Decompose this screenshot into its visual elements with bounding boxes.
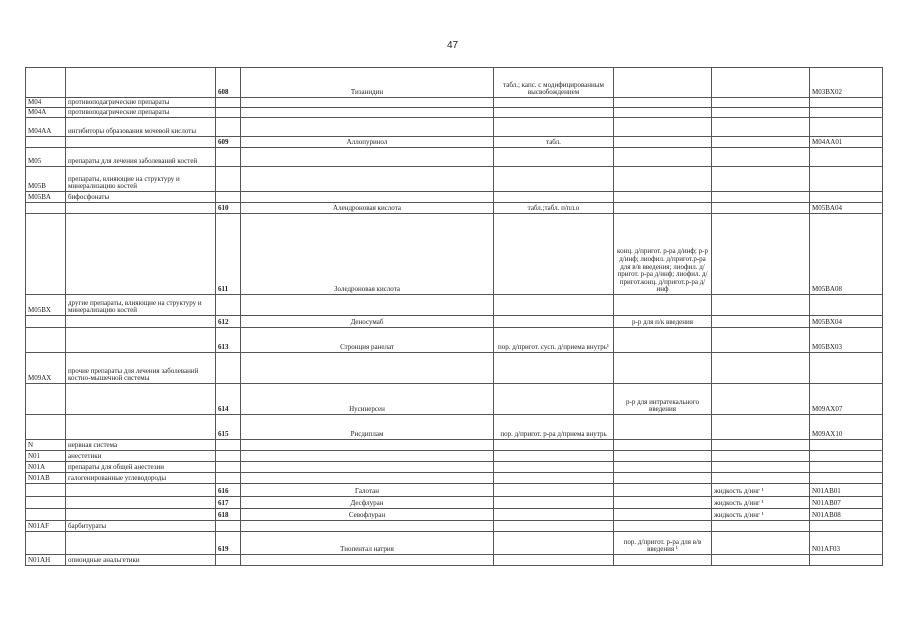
atc-code-cell [26, 415, 66, 440]
dosage-form-injection-cell [614, 68, 712, 98]
drug-name-cell [241, 451, 494, 462]
drug-name-cell [241, 473, 494, 484]
atc-drug-code-cell: N01AB01 [810, 484, 883, 497]
atc-drug-code-cell [810, 295, 883, 316]
atc-group-cell: противоподагрические препараты [66, 98, 216, 108]
table-row [26, 532, 883, 555]
atc-code-cell: M09AX [26, 353, 66, 384]
drug-name-cell: Золедроновая кислота [241, 214, 494, 295]
atc-drug-code-cell: N01AB07 [810, 497, 883, 509]
table-row [26, 509, 883, 521]
atc-drug-code-cell [810, 148, 883, 167]
dosage-form-injection-cell [614, 484, 712, 497]
dosage-form-other-cell [712, 328, 810, 353]
table-row [26, 316, 883, 328]
dosage-form-injection-cell [614, 509, 712, 521]
atc-group-cell: препараты, влияющие на структуру и минерализацию костей [66, 167, 216, 192]
item-number-cell [216, 167, 241, 192]
atc-group-cell: анестетики [66, 451, 216, 462]
drug-name-cell [241, 353, 494, 384]
dosage-form-injection-cell [614, 137, 712, 148]
drug-name-cell: Нусинерсен [241, 384, 494, 415]
dosage-form-injection-cell: р-р для п/к введения [614, 316, 712, 328]
atc-code-cell: N [26, 440, 66, 451]
atc-drug-code-cell [810, 473, 883, 484]
atc-group-cell [66, 137, 216, 148]
atc-code-cell [26, 328, 66, 353]
atc-group-cell [66, 509, 216, 521]
dosage-form-other-cell: жидкость д/инг ¹ [712, 484, 810, 497]
atc-code-cell: M05B [26, 167, 66, 192]
dosage-form-injection-cell [614, 497, 712, 509]
dosage-form-oral-cell [494, 214, 614, 295]
atc-group-cell [66, 68, 216, 98]
atc-group-cell: ингибиторы образования мочевой кислоты [66, 118, 216, 137]
dosage-form-oral-cell [494, 509, 614, 521]
dosage-form-injection-cell [614, 148, 712, 167]
dosage-form-injection-cell [614, 118, 712, 137]
table-row [26, 192, 883, 203]
dosage-form-other-cell: жидкость д/инг ¹ [712, 497, 810, 509]
dosage-form-other-cell [712, 295, 810, 316]
atc-drug-code-cell [810, 521, 883, 532]
dosage-form-oral-cell: табл.;табл. п/пл.о [494, 203, 614, 214]
dosage-form-oral-cell: пор. д/пригот. р-ра д/приема внутрь [494, 415, 614, 440]
atc-drug-code-cell [810, 353, 883, 384]
table-row [26, 555, 883, 566]
atc-group-cell [66, 384, 216, 415]
drug-name-cell [241, 555, 494, 566]
dosage-form-other-cell [712, 555, 810, 566]
atc-drug-code-cell [810, 440, 883, 451]
dosage-form-injection-cell [614, 473, 712, 484]
drug-name-cell: Алендроновая кислота [241, 203, 494, 214]
dosage-form-other-cell [712, 532, 810, 555]
dosage-form-oral-cell [494, 148, 614, 167]
item-number-cell [216, 521, 241, 532]
dosage-form-other-cell [712, 98, 810, 108]
dosage-form-other-cell [712, 451, 810, 462]
dosage-form-oral-cell [494, 521, 614, 532]
item-number-cell: 611 [216, 214, 241, 295]
atc-group-cell: противоподагрические препараты [66, 108, 216, 118]
atc-code-cell [26, 532, 66, 555]
drug-name-cell [241, 462, 494, 473]
item-number-cell: 617 [216, 497, 241, 509]
atc-drug-code-cell [810, 98, 883, 108]
item-number-cell: 615 [216, 415, 241, 440]
dosage-form-oral-cell [494, 451, 614, 462]
dosage-form-oral-cell [494, 108, 614, 118]
dosage-form-other-cell [712, 203, 810, 214]
table-row [26, 137, 883, 148]
atc-group-cell [66, 316, 216, 328]
drug-name-cell [241, 295, 494, 316]
dosage-form-injection-cell [614, 192, 712, 203]
dosage-form-other-cell [712, 108, 810, 118]
item-number-cell: 616 [216, 484, 241, 497]
item-number-cell [216, 118, 241, 137]
dosage-form-other-cell [712, 521, 810, 532]
item-number-cell [216, 295, 241, 316]
drug-name-cell: Рисдиплам [241, 415, 494, 440]
drug-name-cell: Десфлуран [241, 497, 494, 509]
dosage-form-oral-cell: пор. д/пригот. сусп. д/приема внутрь¹ [494, 328, 614, 353]
atc-code-cell [26, 137, 66, 148]
drug-name-cell [241, 440, 494, 451]
item-number-cell [216, 473, 241, 484]
dosage-form-other-cell [712, 118, 810, 137]
table-row [26, 451, 883, 462]
drug-name-cell: Севофлуран [241, 509, 494, 521]
dosage-form-oral-cell [494, 295, 614, 316]
atc-drug-code-cell: M09AX07 [810, 384, 883, 415]
table-row [26, 521, 883, 532]
item-number-cell [216, 98, 241, 108]
atc-drug-code-cell: N01AB08 [810, 509, 883, 521]
atc-code-cell: N01A [26, 462, 66, 473]
drug-table [25, 67, 883, 566]
dosage-form-injection-cell [614, 451, 712, 462]
atc-code-cell: M04A [26, 108, 66, 118]
drug-name-cell: Стронция ранелат [241, 328, 494, 353]
atc-code-cell: N01AF [26, 521, 66, 532]
atc-code-cell [26, 509, 66, 521]
atc-code-cell [26, 203, 66, 214]
dosage-form-injection-cell [614, 167, 712, 192]
dosage-form-oral-cell [494, 462, 614, 473]
dosage-form-other-cell [712, 415, 810, 440]
dosage-form-other-cell [712, 137, 810, 148]
drug-name-cell [241, 192, 494, 203]
atc-drug-code-cell [810, 451, 883, 462]
item-number-cell: 619 [216, 532, 241, 555]
table-row [26, 473, 883, 484]
table-row [26, 203, 883, 214]
atc-group-cell: препараты для общей анестезии [66, 462, 216, 473]
dosage-form-other-cell [712, 68, 810, 98]
dosage-form-injection-cell [614, 353, 712, 384]
dosage-form-oral-cell [494, 555, 614, 566]
dosage-form-injection-cell [614, 203, 712, 214]
dosage-form-injection-cell: пор. д/пригот. р-ра для в/в введения ¹ [614, 532, 712, 555]
item-number-cell [216, 555, 241, 566]
table-row [26, 68, 883, 98]
table-row [26, 484, 883, 497]
atc-group-cell: галогенированные углеводороды [66, 473, 216, 484]
drug-name-cell [241, 118, 494, 137]
dosage-form-injection-cell [614, 98, 712, 108]
atc-drug-code-cell: M05BA04 [810, 203, 883, 214]
dosage-form-other-cell [712, 462, 810, 473]
dosage-form-oral-cell [494, 316, 614, 328]
atc-code-cell: M05BX [26, 295, 66, 316]
atc-code-cell [26, 497, 66, 509]
atc-group-cell [66, 415, 216, 440]
table-row [26, 148, 883, 167]
dosage-form-oral-cell [494, 118, 614, 137]
item-number-cell [216, 462, 241, 473]
atc-group-cell: опиоидные анальгетики [66, 555, 216, 566]
atc-drug-code-cell [810, 118, 883, 137]
dosage-form-oral-cell [494, 353, 614, 384]
dosage-form-oral-cell [494, 384, 614, 415]
dosage-form-injection-cell [614, 328, 712, 353]
drug-name-cell: Аллопуринол [241, 137, 494, 148]
dosage-form-injection-cell [614, 108, 712, 118]
item-number-cell: 613 [216, 328, 241, 353]
item-number-cell: 612 [216, 316, 241, 328]
item-number-cell [216, 148, 241, 167]
dosage-form-injection-cell [614, 415, 712, 440]
drug-name-cell [241, 148, 494, 167]
table-row [26, 440, 883, 451]
table-row [26, 167, 883, 192]
atc-drug-code-cell: M05BA08 [810, 214, 883, 295]
dosage-form-other-cell [712, 316, 810, 328]
dosage-form-other-cell [712, 353, 810, 384]
dosage-form-other-cell [712, 192, 810, 203]
table-row [26, 98, 883, 108]
item-number-cell: 608 [216, 68, 241, 98]
atc-group-cell [66, 203, 216, 214]
dosage-form-injection-cell [614, 555, 712, 566]
atc-code-cell: M04 [26, 98, 66, 108]
atc-code-cell: N01AB [26, 473, 66, 484]
atc-drug-code-cell: M03BX02 [810, 68, 883, 98]
dosage-form-oral-cell [494, 98, 614, 108]
dosage-form-oral-cell [494, 484, 614, 497]
atc-drug-code-cell: M05BX04 [810, 316, 883, 328]
atc-drug-code-cell: M04AA01 [810, 137, 883, 148]
table-row [26, 108, 883, 118]
dosage-form-other-cell: жидкость д/инг ¹ [712, 509, 810, 521]
atc-code-cell [26, 68, 66, 98]
drug-name-cell: Тизанидин [241, 68, 494, 98]
atc-drug-code-cell [810, 555, 883, 566]
dosage-form-other-cell [712, 214, 810, 295]
atc-group-cell [66, 532, 216, 555]
drug-name-cell: Тиопентал натрия [241, 532, 494, 555]
atc-group-cell [66, 214, 216, 295]
dosage-form-other-cell [712, 167, 810, 192]
dosage-form-injection-cell: р-р для интратекального введения [614, 384, 712, 415]
item-number-cell [216, 451, 241, 462]
atc-group-cell: другие препараты, влияющие на структуру и минерализацию костей [66, 295, 216, 316]
table-row [26, 295, 883, 316]
table-row [26, 328, 883, 353]
dosage-form-other-cell [712, 148, 810, 167]
item-number-cell [216, 108, 241, 118]
item-number-cell: 610 [216, 203, 241, 214]
atc-drug-code-cell [810, 192, 883, 203]
atc-group-cell: барбитураты [66, 521, 216, 532]
dosage-form-injection-cell [614, 521, 712, 532]
atc-code-cell: M05BA [26, 192, 66, 203]
atc-group-cell: препараты для лечения заболеваний костей [66, 148, 216, 167]
dosage-form-oral-cell [494, 167, 614, 192]
table-row [26, 118, 883, 137]
atc-drug-code-cell: M05BX03 [810, 328, 883, 353]
drug-name-cell: Деносумаб [241, 316, 494, 328]
atc-code-cell: N01AH [26, 555, 66, 566]
table-row [26, 353, 883, 384]
atc-group-cell [66, 484, 216, 497]
dosage-form-oral-cell [494, 532, 614, 555]
atc-code-cell: M05 [26, 148, 66, 167]
drug-name-cell [241, 108, 494, 118]
table-row [26, 462, 883, 473]
atc-code-cell [26, 384, 66, 415]
dosage-form-injection-cell [614, 295, 712, 316]
atc-group-cell: бифосфонаты [66, 192, 216, 203]
dosage-form-injection-cell: конц. д/пригот. р-ра д/инф; р-р д/инф; лиофил. д/пригот.р-ра для в/в введения; лиофил. д/пригот. р-ра д/инф; лиофил. д/пригот.конц. д/пригот.р-ра д/инф [614, 214, 712, 295]
atc-group-cell [66, 497, 216, 509]
page-number: 47 [446, 40, 459, 51]
atc-drug-code-cell: M09AX10 [810, 415, 883, 440]
atc-group-cell [66, 328, 216, 353]
item-number-cell [216, 192, 241, 203]
dosage-form-oral-cell: табл.; капс. с модифицированным высвобождением [494, 68, 614, 98]
dosage-form-oral-cell: табл. [494, 137, 614, 148]
dosage-form-oral-cell [494, 473, 614, 484]
dosage-form-injection-cell [614, 462, 712, 473]
atc-drug-code-cell [810, 108, 883, 118]
table-row [26, 415, 883, 440]
atc-drug-code-cell [810, 462, 883, 473]
atc-drug-code-cell [810, 167, 883, 192]
atc-code-cell [26, 484, 66, 497]
atc-code-cell: M04AA [26, 118, 66, 137]
table-row [26, 214, 883, 295]
drug-name-cell [241, 167, 494, 192]
item-number-cell: 609 [216, 137, 241, 148]
item-number-cell [216, 440, 241, 451]
atc-code-cell [26, 214, 66, 295]
atc-drug-code-cell: N01AF03 [810, 532, 883, 555]
table-row [26, 497, 883, 509]
drug-name-cell: Галотан [241, 484, 494, 497]
table-row [26, 384, 883, 415]
item-number-cell: 614 [216, 384, 241, 415]
drug-name-cell [241, 98, 494, 108]
dosage-form-oral-cell [494, 192, 614, 203]
atc-code-cell: N01 [26, 451, 66, 462]
dosage-form-injection-cell [614, 440, 712, 451]
dosage-form-oral-cell [494, 497, 614, 509]
item-number-cell [216, 353, 241, 384]
dosage-form-oral-cell [494, 440, 614, 451]
atc-group-cell: прочие препараты для лечения заболеваний костно-мышечной системы [66, 353, 216, 384]
item-number-cell: 618 [216, 509, 241, 521]
atc-group-cell: нервная система [66, 440, 216, 451]
drug-name-cell [241, 521, 494, 532]
dosage-form-other-cell [712, 440, 810, 451]
dosage-form-other-cell [712, 384, 810, 415]
dosage-form-other-cell [712, 473, 810, 484]
atc-code-cell [26, 316, 66, 328]
